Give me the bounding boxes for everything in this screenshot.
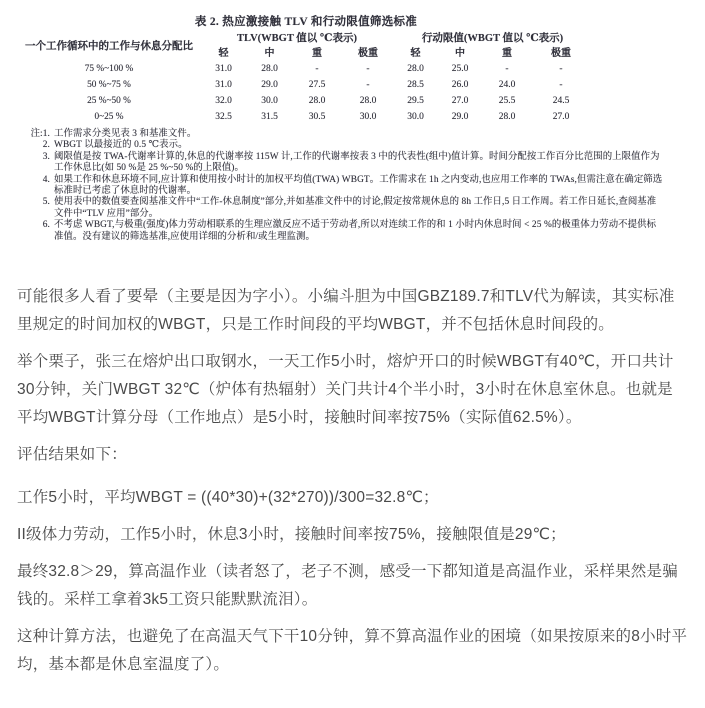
footnote <box>24 175 664 198</box>
paragraph-conclusion: 最终32.8＞29，算高温作业（读者怒了，老子不测，感受一下都知道是高温作业，采样果然是骗钱的。采样工拿着3k5工资只能默默流泪）。 <box>17 563 678 609</box>
footnote-text: 使用表中的数值要查阅基准文件中“工作-休息制度”部分,并如基准文件中的讨论,假定按常规休息的 8h 工作日,5 日工作周。若工作日延长,查阅基准文件中“TLV 应用”部分。 <box>54 197 657 219</box>
footnote <box>24 140 664 151</box>
footnote-text: WBGT 以最接近的 0.5 ℃表示。 <box>54 140 188 151</box>
col-header: 中 <box>264 48 275 59</box>
table-cell: 25.5 <box>498 96 516 106</box>
table-cell: 26.0 <box>451 80 469 90</box>
col-header: 极重 <box>358 48 378 59</box>
tlv-group-header: TLV(WBGT 值以 ℃表示) <box>237 33 357 44</box>
footnote <box>24 220 664 243</box>
footnote-number: 2. <box>42 140 50 151</box>
paragraph-formula: 工作5小时，平均WBGT = ((40*30)+(32*270))/300=32.8℃； <box>17 489 439 507</box>
table-cell: 25.0 <box>451 64 469 74</box>
paragraph-remark: 这种计算方法，也避免了在高温天气下干10分钟，算不算高温作业的困境（如果按原来的8小时平均，基本都是休息室温度了）。 <box>17 628 688 674</box>
table-cell: 28.0 <box>359 96 377 106</box>
footnote-number: 3. <box>42 151 50 162</box>
col-header: 中 <box>455 48 465 59</box>
table-row <box>18 93 591 109</box>
table-cell: 31.5 <box>261 112 278 122</box>
table-group-header-row <box>18 32 591 46</box>
table-row <box>18 61 591 77</box>
table-cell: 31.0 <box>215 64 232 74</box>
table-cell: - <box>366 64 370 74</box>
scanned-table-image <box>0 0 705 243</box>
table-cell: 32.0 <box>215 96 232 106</box>
table-cell: 30.0 <box>261 96 278 106</box>
paragraph-result-heading: 评估结果如下： <box>17 446 127 464</box>
table-row <box>18 109 591 125</box>
table-cell: - <box>315 64 319 74</box>
col-header: 极重 <box>551 48 571 59</box>
table-cell: 28.0 <box>407 64 424 74</box>
footnote <box>24 129 664 140</box>
table-cell: 29.5 <box>407 96 424 106</box>
table-cell: 29.0 <box>451 112 469 122</box>
row-label: 0~25 % <box>94 112 124 122</box>
table-cell: 30.0 <box>407 112 424 122</box>
col-header: 轻 <box>410 48 421 59</box>
footnote-text: 如果工作和休息环境不同,应计算和使用按小时计的加权平均值(TWA) WBGT。工作需求在 1h 之内变动,也应用工作率的 TWAs,但需注意在确定筛选标准时已考虑了休息时的代谢率。 <box>54 174 663 197</box>
footnote-number: 5. <box>42 197 50 208</box>
row-label: 75 %~100 % <box>84 64 134 74</box>
table-cell: - <box>366 80 370 90</box>
table-cell: 28.5 <box>407 80 424 90</box>
tlv-table <box>18 32 591 125</box>
action-limit-group-header: 行动限值(WBGT 值以 ℃表示) <box>421 33 564 44</box>
table-cell: 32.5 <box>215 112 232 122</box>
table-cell: 28.0 <box>498 112 516 122</box>
table-cell: 24.0 <box>498 80 516 90</box>
paragraph-intro: 可能很多人看了要晕（主要是因为字小）。小编斗胆为中国GBZ189.7和TLV代为解读，其实标准里规定的时间加权的WBGT，只是工作时间段的平均WBGT，并不包括休息时间段的。 <box>17 288 675 334</box>
table-cell: 29.0 <box>261 80 278 90</box>
table-cell: - <box>505 64 509 74</box>
footnote-number: 注:1. <box>30 129 50 139</box>
table-cell: 30.0 <box>359 112 377 122</box>
table-cell: 27.0 <box>552 112 570 122</box>
table-cell: 31.0 <box>215 80 232 90</box>
footnote-text: 工作需求分类见表 3 和基准文件。 <box>54 129 197 139</box>
paragraph-example: 举个栗子，张三在熔炉出口取钢水，一天工作5小时，熔炉开口的时候WBGT有40℃，开口共计30分钟，关门WBGT 32℃（炉体有热辐射）关门共计4个半小时，3小时在休息室休息。也就是平均WBGT计算分母（工作地点）是5小时，接触时间率按75%（实际值62.5%）。 <box>17 353 674 427</box>
footnote-text: 阈限值是按 TWA-代谢率计算的,休息的代谢率按 115W 计,工作的代谢率按表 3 中的代表性(组中)值计算。时间分配按工作百分比范围的上限值作为工作休息比(如 50 %是 25 %~50 %的上限值)。 <box>54 151 660 174</box>
table-cell: - <box>559 80 563 90</box>
table-cell: 28.0 <box>261 64 278 74</box>
paragraph-limit: II级体力劳动，工作5小时，休息3小时，接触时间率按75%，接触限值是29℃； <box>17 526 566 544</box>
table-cell: 24.5 <box>552 96 570 106</box>
article-body <box>0 283 705 679</box>
row-label: 25 %~50 % <box>87 96 131 106</box>
table-row <box>18 77 591 93</box>
table-cell: - <box>559 64 563 74</box>
col-header: 轻 <box>218 48 229 59</box>
footnote <box>24 152 664 175</box>
footnote-text: 不考虑 WBGT,与极重(强度)体力劳动相联系的生理应激反应不适于劳动者,所以对连续工作的和 1 小时内休息时间 < 25 %的极重体力劳动不提供标准值。没有建议的筛选基准,应使用详细的分析和/或生理监测。 <box>54 220 657 242</box>
table-title: 表 2. 热应激接触 TLV 和行动限值筛选标准 <box>194 16 418 28</box>
col-header: 重 <box>502 48 512 59</box>
footnote <box>24 197 664 220</box>
col-header: 重 <box>312 48 322 59</box>
row-label: 50 %~75 % <box>87 80 131 90</box>
footnote-number: 4. <box>42 174 50 185</box>
table-cell: 28.0 <box>308 96 326 106</box>
table-cell: 27.5 <box>308 80 326 90</box>
table-footnotes <box>24 129 664 243</box>
table-cell: 30.5 <box>308 112 326 122</box>
footnote-number: 6. <box>42 220 50 231</box>
table-cell: 27.0 <box>451 96 469 106</box>
table-row-header: 一个工作循环中的工作与休息分配比 <box>25 40 193 52</box>
